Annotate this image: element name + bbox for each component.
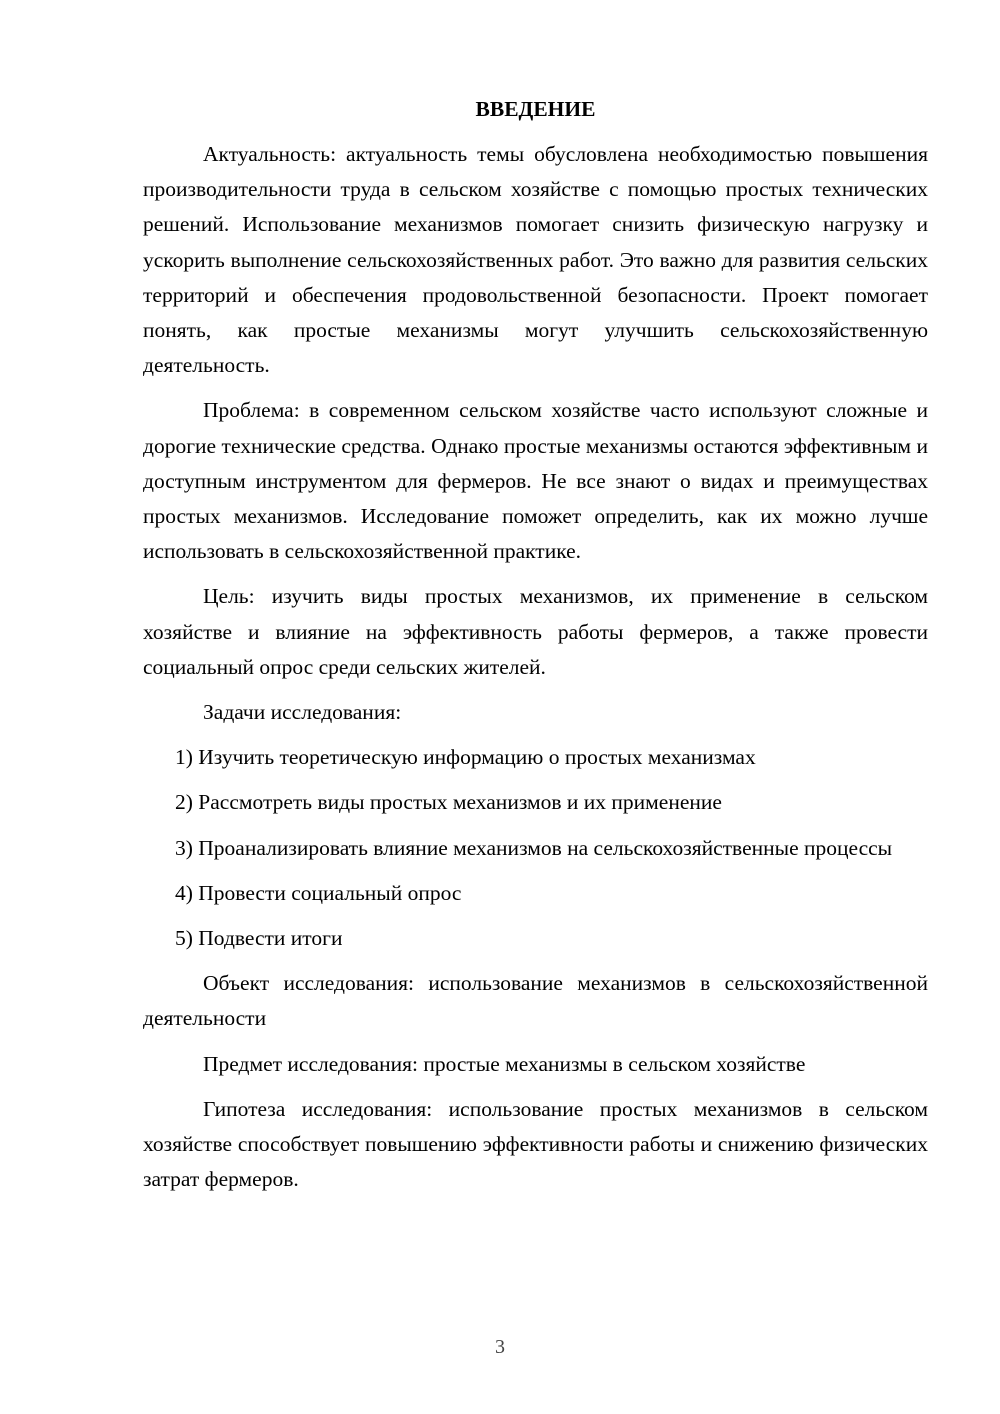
task-item-1: 1) Изучить теоретическую информацию о простых механизмах xyxy=(175,745,756,770)
task-item-4: 4) Провести социальный опрос xyxy=(175,880,462,905)
task-item-3: 3) Проанализировать влияние механизмов на сельскохозяйственные процессы xyxy=(175,835,893,860)
paragraph-problem: Проблема: в современном сельском хозяйстве часто используют сложные и дорогие технические средства. Однако простые механизмы остаются эффективным и доступным инструментом для фермеров. Не все знают о видах и преимуществах простых механизмов. Исследование поможет определить, как их можно лучше использовать в сельскохозяйственной практике. xyxy=(143,398,928,564)
page-title: ВВЕДЕНИЕ xyxy=(475,97,596,121)
task-item-2: 2) Рассмотреть виды простых механизмов и их применение xyxy=(175,790,722,815)
paragraph-subject: Предмет исследования: простые механизмы в сельском хозяйстве xyxy=(203,1051,806,1076)
paragraph-object: Объект исследования: использование механизмов в сельскохозяйственной деятельности xyxy=(143,971,928,1031)
paragraph-relevance: Актуальность: актуальность темы обусловлена необходимостью повышения производительности труда в сельском хозяйстве с помощью простых технических решений. Использование механизмов помогает снизить физическую нагрузку и ускорить выполнение сельскохозяйственных работ. Это важно для развития сельских территорий и обеспечения продовольственной безопасности. Проект помогает понять, как простые механизмы могут улучшить сельскохозяйственную деятельность. xyxy=(143,142,928,378)
task-item-5: 5) Подвести итоги xyxy=(175,926,343,951)
tasks-heading: Задачи исследования: xyxy=(203,700,402,725)
page-content xyxy=(143,92,928,1197)
page-number: 3 xyxy=(495,1336,505,1358)
paragraph-goal: Цель: изучить виды простых механизмов, их применение в сельском хозяйстве и влияние на эффективность работы фермеров, а также провести социальный опрос среди сельских жителей. xyxy=(143,584,928,679)
paragraph-hypothesis: Гипотеза исследования: использование простых механизмов в сельском хозяйстве способствует повышению эффективности работы и снижению физических затрат фермеров. xyxy=(143,1096,928,1192)
